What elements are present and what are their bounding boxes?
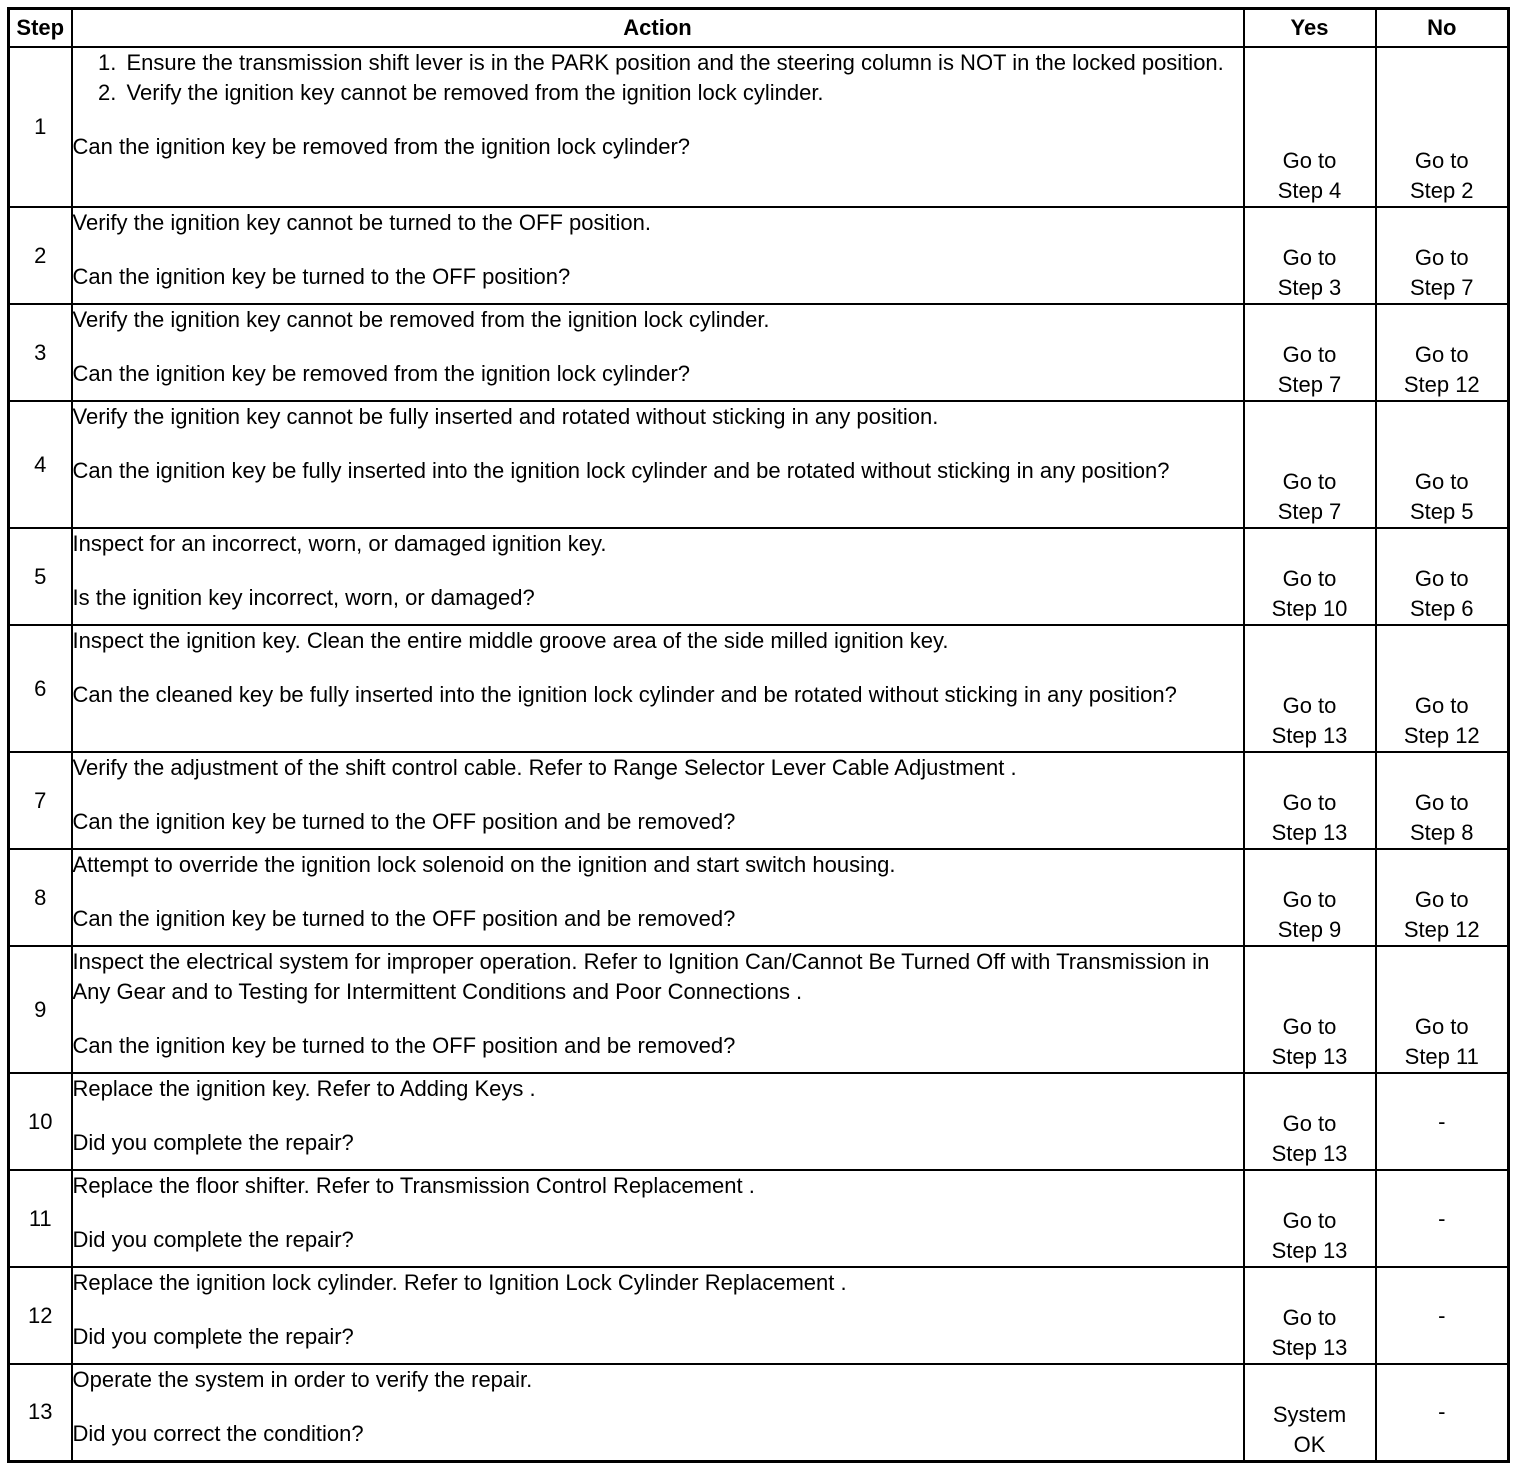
instruction-text: Verify the adjustment of the shift control cable. Refer to Range Selector Lever Cable Adjustment . bbox=[72, 755, 1017, 780]
yes-result-line: OK bbox=[1293, 1431, 1326, 1457]
yes-result bbox=[1244, 1170, 1376, 1267]
instruction-text: Verify the ignition key cannot be turned to the OFF position. bbox=[72, 210, 651, 235]
question-text: Can the ignition key be removed from the ignition lock cylinder? bbox=[72, 134, 691, 159]
step-number: 4 bbox=[9, 401, 72, 528]
table-body bbox=[9, 47, 1509, 1461]
question-text: Did you complete the repair? bbox=[72, 1130, 354, 1155]
yes-result-line: Step 13 bbox=[1271, 1141, 1348, 1166]
instruction-text: Inspect for an incorrect, worn, or damaged ignition key. bbox=[72, 531, 607, 556]
no-result-line: Step 12 bbox=[1403, 372, 1480, 397]
instruction-text: Replace the floor shifter. Refer to Transmission Control Replacement . bbox=[72, 1173, 755, 1198]
yes-result-line: Go to bbox=[1282, 148, 1337, 173]
no-result-line: Go to bbox=[1414, 566, 1469, 591]
yes-result bbox=[1244, 528, 1376, 625]
question-text: Can the ignition key be turned to the OFF position and be removed? bbox=[72, 809, 736, 834]
no-result-line: Go to bbox=[1414, 790, 1469, 815]
no-result bbox=[1376, 1267, 1509, 1364]
action-cell bbox=[72, 752, 1244, 849]
table-row bbox=[9, 625, 1509, 752]
table-header bbox=[9, 9, 1509, 48]
action-cell bbox=[72, 304, 1244, 401]
yes-result-line: Go to bbox=[1282, 693, 1337, 718]
step-number: 10 bbox=[9, 1073, 72, 1170]
yes-result bbox=[1244, 946, 1376, 1073]
step-number: 3 bbox=[9, 304, 72, 401]
no-result-line: Go to bbox=[1414, 469, 1469, 494]
question-text: Can the ignition key be turned to the OFF position? bbox=[72, 264, 571, 289]
step-number: 5 bbox=[9, 528, 72, 625]
instruction-list-item: 2. Verify the ignition key cannot be removed from the ignition lock cylinder. bbox=[123, 78, 1243, 108]
action-cell bbox=[72, 1364, 1244, 1461]
yes-result-line: Step 7 bbox=[1277, 372, 1342, 397]
no-result-line: - bbox=[1438, 1399, 1446, 1425]
action-cell bbox=[72, 1170, 1244, 1267]
action-cell bbox=[72, 849, 1244, 946]
yes-result bbox=[1244, 304, 1376, 401]
table-row bbox=[9, 528, 1509, 625]
yes-result-line: Go to bbox=[1282, 1111, 1337, 1136]
table-row bbox=[9, 946, 1509, 1073]
no-result bbox=[1376, 47, 1509, 207]
no-result bbox=[1376, 752, 1509, 849]
yes-result-line: Step 9 bbox=[1277, 917, 1342, 942]
question-text: Can the ignition key be turned to the OFF position and be removed? bbox=[72, 1033, 736, 1058]
yes-result bbox=[1244, 1364, 1376, 1461]
no-result-line: Go to bbox=[1414, 148, 1469, 173]
no-result-line: Step 12 bbox=[1403, 917, 1480, 942]
instruction-text: Inspect the electrical system for improper operation. Refer to Ignition Can/Cannot Be Turned Off with Transmission in Any Gear and to Testing for Intermittent Conditions and Poor Connections . bbox=[72, 949, 1210, 1004]
table-row bbox=[9, 752, 1509, 849]
instruction-list-item: 1. Ensure the transmission shift lever is in the PARK position and the steering column is NOT in the locked position. bbox=[123, 48, 1243, 78]
action-cell bbox=[72, 47, 1244, 207]
yes-result bbox=[1244, 1267, 1376, 1364]
yes-result bbox=[1244, 849, 1376, 946]
no-result-line: Step 6 bbox=[1409, 596, 1474, 621]
table-row bbox=[9, 401, 1509, 528]
yes-result-line: Step 13 bbox=[1271, 1044, 1348, 1069]
header-action: Action bbox=[72, 9, 1244, 48]
action-cell bbox=[72, 528, 1244, 625]
no-result-line: - bbox=[1438, 1205, 1446, 1231]
yes-result-line: Go to bbox=[1282, 342, 1337, 367]
diagnostic-table bbox=[7, 7, 1510, 1463]
yes-result-line: Step 10 bbox=[1271, 596, 1348, 621]
table-row bbox=[9, 304, 1509, 401]
table-row bbox=[9, 1073, 1509, 1170]
table-row bbox=[9, 1170, 1509, 1267]
no-result-line: Step 12 bbox=[1403, 723, 1480, 748]
yes-result-line: Go to bbox=[1282, 790, 1337, 815]
action-cell bbox=[72, 625, 1244, 752]
yes-result-line: Go to bbox=[1282, 1208, 1337, 1233]
header-no: No bbox=[1376, 9, 1509, 48]
no-result-line: Go to bbox=[1414, 693, 1469, 718]
question-text: Can the cleaned key be fully inserted into the ignition lock cylinder and be rotated without sticking in any position? bbox=[72, 682, 1177, 707]
question-text: Is the ignition key incorrect, worn, or damaged? bbox=[72, 585, 535, 610]
table-row bbox=[9, 47, 1509, 207]
no-result-line: Step 2 bbox=[1409, 178, 1474, 203]
no-result-line: Go to bbox=[1414, 245, 1469, 270]
step-number: 6 bbox=[9, 625, 72, 752]
yes-result-line: Step 4 bbox=[1277, 178, 1342, 203]
yes-result-line: Step 13 bbox=[1271, 1238, 1348, 1263]
no-result-line: - bbox=[1438, 1302, 1446, 1328]
step-number: 9 bbox=[9, 946, 72, 1073]
table-row bbox=[9, 1267, 1509, 1364]
yes-result-line: Step 7 bbox=[1277, 499, 1342, 524]
yes-result-line: Go to bbox=[1282, 887, 1337, 912]
no-result-line: Step 11 bbox=[1404, 1044, 1479, 1069]
no-result-line: Go to bbox=[1414, 887, 1469, 912]
step-number: 11 bbox=[9, 1170, 72, 1267]
no-result bbox=[1376, 1073, 1509, 1170]
yes-result bbox=[1244, 401, 1376, 528]
no-result bbox=[1376, 1170, 1509, 1267]
no-result-line: - bbox=[1438, 1108, 1446, 1134]
instruction-text: Verify the ignition key cannot be removed from the ignition lock cylinder. bbox=[72, 307, 770, 332]
table-row bbox=[9, 207, 1509, 304]
no-result-line: Step 5 bbox=[1409, 499, 1474, 524]
action-cell bbox=[72, 207, 1244, 304]
instruction-list bbox=[73, 48, 1243, 108]
step-number: 12 bbox=[9, 1267, 72, 1364]
action-cell bbox=[72, 946, 1244, 1073]
instruction-text: Replace the ignition key. Refer to Adding Keys . bbox=[72, 1076, 536, 1101]
question-text: Did you correct the condition? bbox=[72, 1421, 364, 1446]
table-row bbox=[9, 849, 1509, 946]
yes-result bbox=[1244, 47, 1376, 207]
instruction-text: Operate the system in order to verify the repair. bbox=[72, 1367, 533, 1392]
header-yes: Yes bbox=[1244, 9, 1376, 48]
no-result bbox=[1376, 1364, 1509, 1461]
no-result bbox=[1376, 946, 1509, 1073]
step-number: 2 bbox=[9, 207, 72, 304]
yes-result-line: Go to bbox=[1282, 566, 1337, 591]
no-result bbox=[1376, 207, 1509, 304]
step-number: 8 bbox=[9, 849, 72, 946]
yes-result-line: System bbox=[1272, 1401, 1347, 1427]
no-result bbox=[1376, 528, 1509, 625]
yes-result-line: Go to bbox=[1282, 469, 1337, 494]
instruction-text: Verify the ignition key cannot be fully inserted and rotated without sticking in any position. bbox=[72, 404, 939, 429]
question-text: Can the ignition key be removed from the ignition lock cylinder? bbox=[72, 361, 691, 386]
yes-result bbox=[1244, 207, 1376, 304]
instruction-text: Replace the ignition lock cylinder. Refer to Ignition Lock Cylinder Replacement . bbox=[72, 1270, 847, 1295]
yes-result-line: Step 13 bbox=[1271, 1335, 1348, 1360]
no-result-line: Step 7 bbox=[1409, 275, 1474, 300]
question-text: Did you complete the repair? bbox=[72, 1324, 354, 1349]
step-number: 7 bbox=[9, 752, 72, 849]
question-text: Can the ignition key be fully inserted into the ignition lock cylinder and be rotated without sticking in any position? bbox=[72, 458, 1170, 483]
no-result bbox=[1376, 625, 1509, 752]
header-row bbox=[9, 9, 1509, 48]
no-result-line: Step 8 bbox=[1409, 820, 1474, 845]
action-cell bbox=[72, 401, 1244, 528]
yes-result-line: Go to bbox=[1282, 1014, 1337, 1039]
no-result bbox=[1376, 401, 1509, 528]
no-result bbox=[1376, 304, 1509, 401]
yes-result-line: Step 13 bbox=[1271, 723, 1348, 748]
yes-result-line: Go to bbox=[1282, 245, 1337, 270]
question-text: Did you complete the repair? bbox=[72, 1227, 354, 1252]
step-number: 13 bbox=[9, 1364, 72, 1461]
yes-result bbox=[1244, 1073, 1376, 1170]
table-row bbox=[9, 1364, 1509, 1461]
yes-result-line: Step 3 bbox=[1277, 275, 1342, 300]
no-result-line: Go to bbox=[1414, 342, 1469, 367]
no-result bbox=[1376, 849, 1509, 946]
instruction-text: Attempt to override the ignition lock solenoid on the ignition and start switch housing. bbox=[72, 852, 896, 877]
step-number: 1 bbox=[9, 47, 72, 207]
header-step: Step bbox=[9, 9, 72, 48]
action-cell bbox=[72, 1073, 1244, 1170]
yes-result-line: Go to bbox=[1282, 1305, 1337, 1330]
instruction-text: Inspect the ignition key. Clean the entire middle groove area of the side milled ignition key. bbox=[72, 628, 949, 653]
question-text: Can the ignition key be turned to the OFF position and be removed? bbox=[72, 906, 736, 931]
no-result-line: Go to bbox=[1414, 1014, 1469, 1039]
yes-result-line: Step 13 bbox=[1271, 820, 1348, 845]
yes-result bbox=[1244, 752, 1376, 849]
action-cell bbox=[72, 1267, 1244, 1364]
yes-result bbox=[1244, 625, 1376, 752]
